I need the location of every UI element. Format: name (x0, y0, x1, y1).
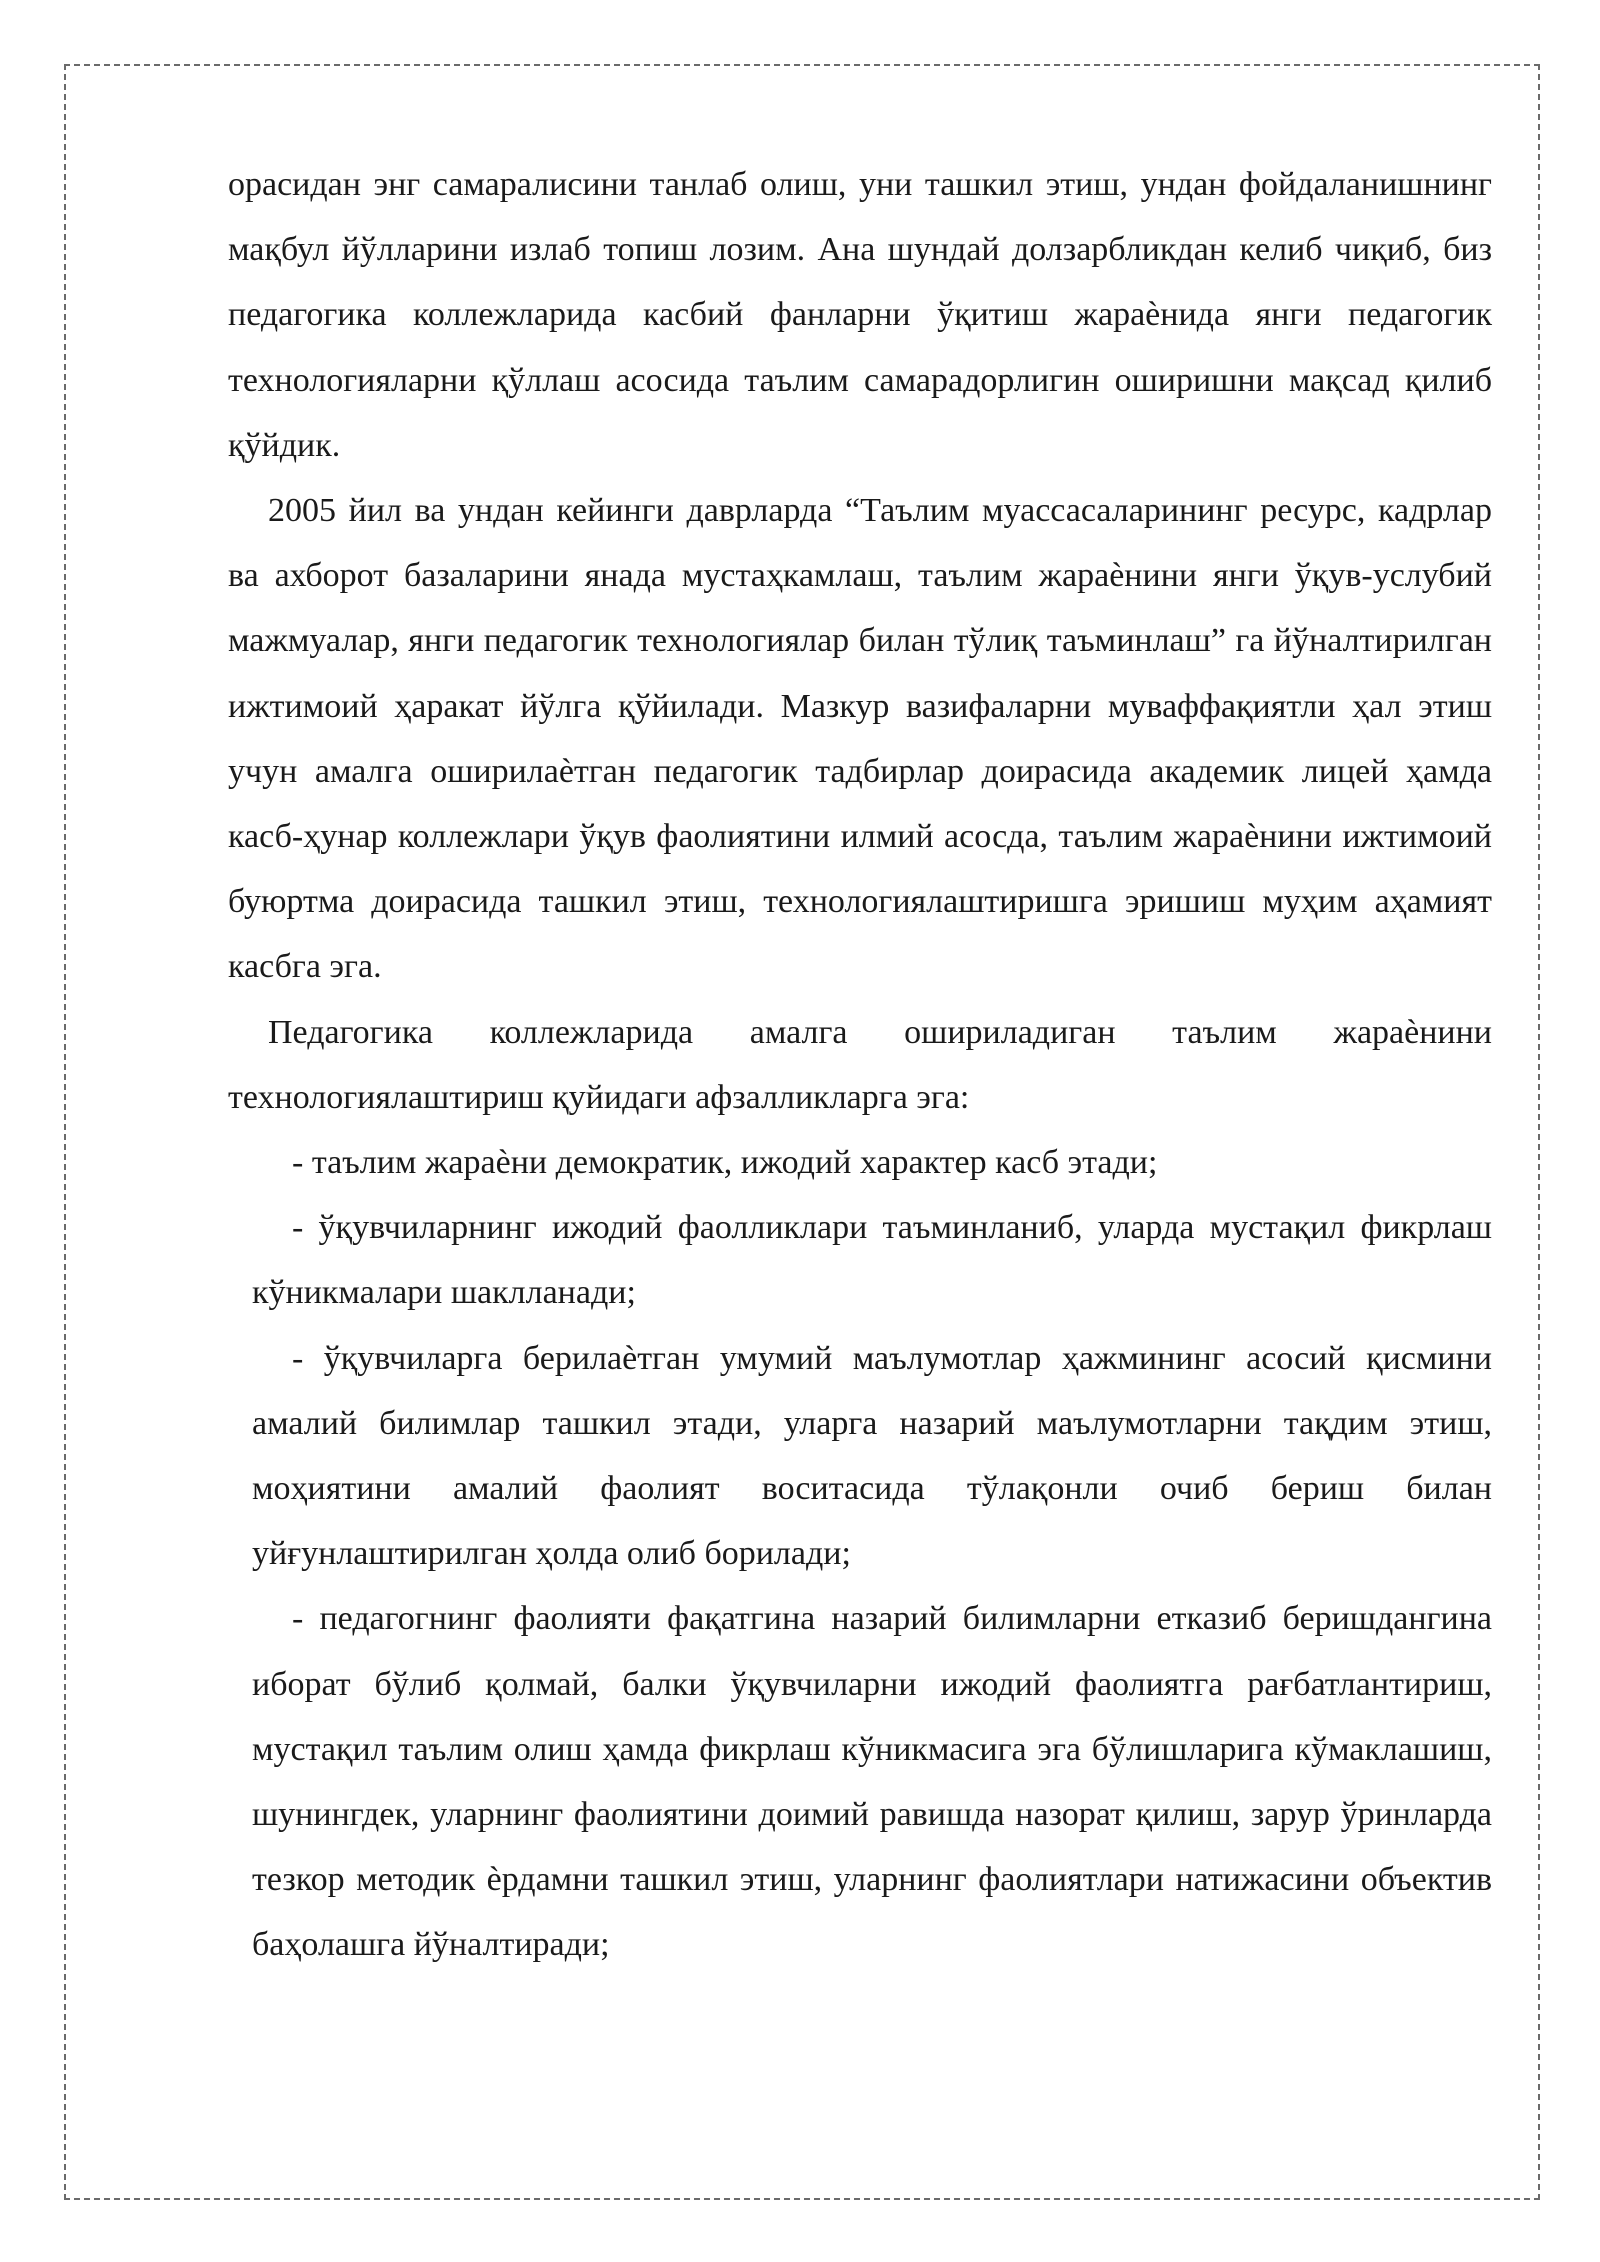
bullet-item-creative-activity: - ўқувчиларнинг ижодий фаолликлари таъминланиб, уларда мустақил фикрлаш кўникмалари шаклланади; (252, 1209, 1492, 1312)
paragraph-advantages-intro: Педагогика коллежларида амалга ошириладиган таълим жараѐнини технологиялаштириш қуйидаги афзалликларга эга: (228, 1013, 1492, 1116)
bullet-item-practical-knowledge: - ўқувчиларга берилаѐтган умумий маълумотлар ҳажмининг асосий қисмини амалий билимлар ташкил этади, уларга назарий маълумотларни тақдим этиш, моҳиятини амалий фаолият воситасида тўлақонли очиб бериш билан уйғунлаштирилган ҳолда олиб борилади; (252, 1339, 1492, 1573)
document-body (228, 152, 1492, 1978)
paragraph-2005: 2005 йил ва ундан кейинги даврларда “Таълим муассасаларининг ресурс, кадрлар ва ахборот базаларини янада мустаҳкамлаш, таълим жараѐнини янги ўқув-услубий мажмуалар, янги педагогик технологиялар билан тўлиқ таъминлаш” га йўналтирилган ижтимоий ҳаракат йўлга қўйилади. Мазкур вазифаларни муваффақиятли ҳал этиш учун амалга оширилаѐтган педагогик тадбирлар доирасида академик лицей ҳамда касб-ҳунар коллежлари ўқув фаолиятини илмий асосда, таълим жараѐнини ижтимоий буюртма доирасида ташкил этиш, технологиялаштиришга эришиш муҳим аҳамият касбга эга. (228, 492, 1492, 986)
bullet-item-democratic: - таълим жараѐни демократик, ижодий характер касб этади; (292, 1144, 1158, 1182)
bullet-item-teacher-activity: - педагогнинг фаолияти фақатгина назарий билимларни етказиб беришдангина иборат бўлиб қолмай, балки ўқувчиларни ижодий фаолиятга рағбатлантириш, мустақил таълим олиш ҳамда фикрлаш кўникмасига эга бўлишларига кўмаклашиш, шунингдек, уларнинг фаолиятини доимий равишда назорат қилиш, зарур ўринларда тезкор методик ѐрдамни ташкил этиш, уларнинг фаолиятлари натижасини объектив баҳолашга йўналтиради; (252, 1600, 1492, 1964)
paragraph-continuation: орасидан энг самаралисини танлаб олиш, уни ташкил этиш, ундан фойдаланишнинг мақбул йўлларини излаб топиш лозим. Ана шундай долзарбликдан келиб чиқиб, биз педагогика коллежларида касбий фанларни ўқитиш жараѐнида янги педагогик технологияларни қўллаш асосида таълим самарадорлигин оширишни мақсад қилиб қўйдик. (228, 166, 1492, 464)
